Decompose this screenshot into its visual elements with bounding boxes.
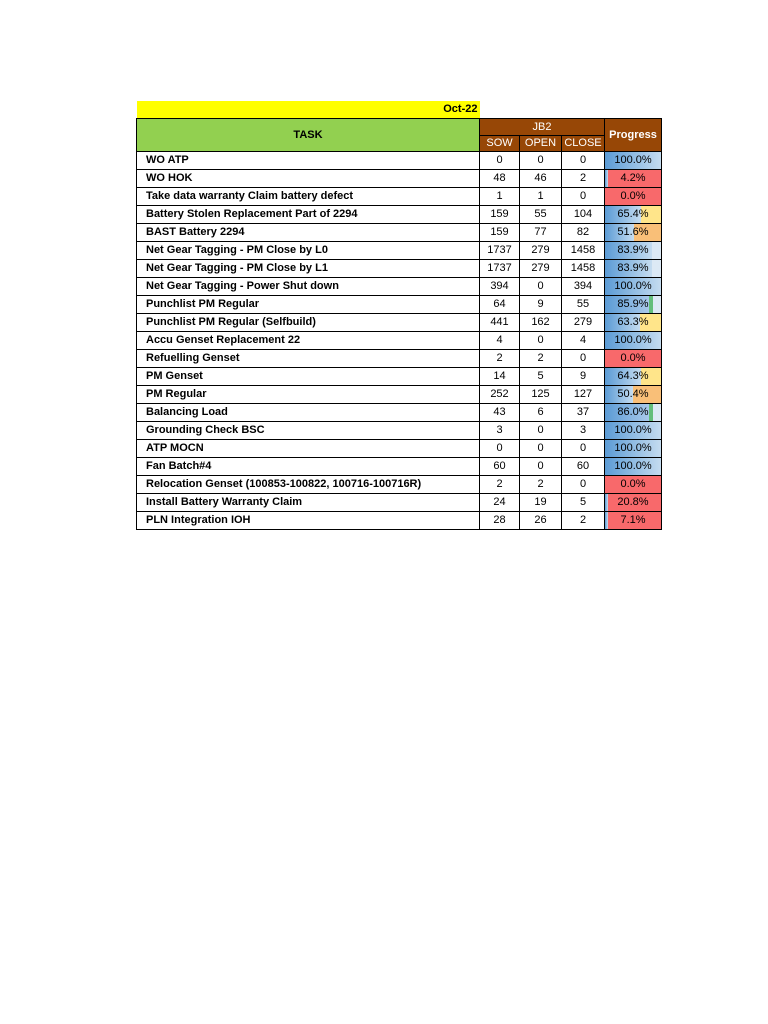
progress-value: 50.4% <box>617 388 649 400</box>
table-row <box>137 422 662 440</box>
close-cell[interactable]: 5 <box>562 494 605 512</box>
close-cell[interactable]: 2 <box>562 170 605 188</box>
table-row <box>137 278 662 296</box>
progress-value: 4.2% <box>620 172 646 184</box>
table-row <box>137 296 662 314</box>
task-name-cell[interactable]: Battery Stolen Replacement Part of 2294 <box>137 206 480 224</box>
close-cell[interactable]: 37 <box>562 404 605 422</box>
task-name-cell[interactable]: PM Genset <box>137 368 480 386</box>
progress-value: 83.9% <box>617 244 649 256</box>
close-cell[interactable]: 0 <box>562 476 605 494</box>
close-cell[interactable]: 3 <box>562 422 605 440</box>
progress-value: 20.8% <box>617 496 649 508</box>
progress-value: 0.0% <box>620 352 646 364</box>
sow-cell[interactable]: 0 <box>480 440 520 458</box>
progress-cell[interactable] <box>605 260 662 278</box>
table-row <box>137 350 662 368</box>
close-cell[interactable]: 1458 <box>562 260 605 278</box>
close-cell[interactable]: 4 <box>562 332 605 350</box>
progress-value: 100.0% <box>614 424 652 436</box>
sow-cell[interactable]: 394 <box>480 278 520 296</box>
progress-column-header[interactable]: Progress <box>605 119 662 152</box>
close-cell[interactable]: 55 <box>562 296 605 314</box>
progress-cell[interactable] <box>605 512 662 530</box>
task-name-cell[interactable]: Refuelling Genset <box>137 350 480 368</box>
progress-cell[interactable] <box>605 296 662 314</box>
task-name-cell[interactable]: Punchlist PM Regular (Selfbuild) <box>137 314 480 332</box>
progress-cell[interactable] <box>605 170 662 188</box>
task-name-cell[interactable]: Install Battery Warranty Claim <box>137 494 480 512</box>
close-cell[interactable]: 0 <box>562 188 605 206</box>
sow-cell[interactable]: 48 <box>480 170 520 188</box>
open-cell[interactable]: 0 <box>520 440 562 458</box>
open-cell[interactable]: 6 <box>520 404 562 422</box>
month-row <box>137 101 662 119</box>
task-name-cell[interactable]: Net Gear Tagging - PM Close by L1 <box>137 260 480 278</box>
progress-cell[interactable] <box>605 224 662 242</box>
progress-cell[interactable] <box>605 368 662 386</box>
group-header-row <box>137 119 662 136</box>
progress-value: 100.0% <box>614 280 652 292</box>
sow-cell[interactable]: 2 <box>480 350 520 368</box>
month-row-blank <box>480 101 662 119</box>
task-name-cell[interactable]: Relocation Genset (100853-100822, 100716-100716R) <box>137 476 480 494</box>
progress-bar <box>605 170 608 187</box>
close-cell[interactable]: 2 <box>562 512 605 530</box>
open-cell[interactable]: 26 <box>520 512 562 530</box>
open-cell[interactable]: 0 <box>520 152 562 170</box>
close-cell[interactable]: 60 <box>562 458 605 476</box>
progress-value: 100.0% <box>614 154 652 166</box>
open-cell[interactable]: 1 <box>520 188 562 206</box>
table-row <box>137 440 662 458</box>
task-name-cell[interactable]: WO HOK <box>137 170 480 188</box>
table-row <box>137 224 662 242</box>
sow-cell[interactable]: 1737 <box>480 260 520 278</box>
open-cell[interactable]: 9 <box>520 296 562 314</box>
progress-value: 100.0% <box>614 442 652 454</box>
progress-cell[interactable] <box>605 152 662 170</box>
progress-bar <box>605 494 608 511</box>
open-cell[interactable]: 19 <box>520 494 562 512</box>
table-row <box>137 314 662 332</box>
sow-cell[interactable]: 2 <box>480 476 520 494</box>
open-column-header[interactable]: OPEN <box>520 136 562 152</box>
sow-cell[interactable]: 24 <box>480 494 520 512</box>
progress-value: 7.1% <box>620 514 646 526</box>
sow-cell[interactable]: 1737 <box>480 242 520 260</box>
open-cell[interactable]: 0 <box>520 458 562 476</box>
close-cell[interactable]: 0 <box>562 152 605 170</box>
open-cell[interactable]: 77 <box>520 224 562 242</box>
table-row <box>137 152 662 170</box>
jb2-group-header[interactable]: JB2 <box>480 119 605 136</box>
table-row <box>137 494 662 512</box>
progress-cell[interactable] <box>605 206 662 224</box>
task-name-cell[interactable]: Balancing Load <box>137 404 480 422</box>
close-column-header[interactable]: CLOSE <box>562 136 605 152</box>
table-row <box>137 332 662 350</box>
open-cell[interactable]: 0 <box>520 332 562 350</box>
task-name-cell[interactable]: PM Regular <box>137 386 480 404</box>
progress-value: 83.9% <box>617 262 649 274</box>
month-label[interactable]: Oct-22 <box>137 101 480 119</box>
task-column-header[interactable]: TASK <box>137 119 480 152</box>
progress-cell[interactable] <box>605 278 662 296</box>
sow-cell[interactable]: 43 <box>480 404 520 422</box>
progress-cell[interactable] <box>605 242 662 260</box>
task-name-cell[interactable]: Grounding Check BSC <box>137 422 480 440</box>
sow-cell[interactable]: 64 <box>480 296 520 314</box>
sow-cell[interactable]: 28 <box>480 512 520 530</box>
task-name-cell[interactable]: ATP MOCN <box>137 440 480 458</box>
task-name-cell[interactable]: Fan Batch#4 <box>137 458 480 476</box>
progress-value: 64.3% <box>617 370 649 382</box>
progress-table <box>136 101 662 530</box>
open-cell[interactable]: 0 <box>520 278 562 296</box>
open-cell[interactable]: 279 <box>520 242 562 260</box>
open-cell[interactable]: 2 <box>520 350 562 368</box>
sow-cell[interactable]: 159 <box>480 206 520 224</box>
progress-cell[interactable] <box>605 386 662 404</box>
table-body <box>137 152 662 530</box>
table-row <box>137 512 662 530</box>
open-cell[interactable]: 0 <box>520 422 562 440</box>
open-cell[interactable]: 5 <box>520 368 562 386</box>
open-cell[interactable]: 125 <box>520 386 562 404</box>
sow-cell[interactable]: 1 <box>480 188 520 206</box>
progress-cell[interactable] <box>605 350 662 368</box>
task-name-cell[interactable]: Punchlist PM Regular <box>137 296 480 314</box>
progress-value: 0.0% <box>620 190 646 202</box>
close-cell[interactable]: 82 <box>562 224 605 242</box>
close-cell[interactable]: 279 <box>562 314 605 332</box>
progress-value: 85.9% <box>617 298 649 310</box>
sow-cell[interactable]: 3 <box>480 422 520 440</box>
table-row <box>137 242 662 260</box>
close-cell[interactable]: 394 <box>562 278 605 296</box>
progress-value: 86.0% <box>617 406 649 418</box>
progress-cell[interactable] <box>605 314 662 332</box>
sow-cell[interactable]: 441 <box>480 314 520 332</box>
table-row <box>137 170 662 188</box>
sow-cell[interactable]: 4 <box>480 332 520 350</box>
sow-cell[interactable]: 252 <box>480 386 520 404</box>
open-cell[interactable]: 162 <box>520 314 562 332</box>
table-row <box>137 206 662 224</box>
task-name-cell[interactable]: PLN Integration IOH <box>137 512 480 530</box>
open-cell[interactable]: 2 <box>520 476 562 494</box>
sow-cell[interactable]: 14 <box>480 368 520 386</box>
table-row <box>137 188 662 206</box>
close-cell[interactable]: 9 <box>562 368 605 386</box>
table-row <box>137 404 662 422</box>
sow-cell[interactable]: 60 <box>480 458 520 476</box>
close-cell[interactable]: 104 <box>562 206 605 224</box>
sow-cell[interactable]: 0 <box>480 152 520 170</box>
table-row <box>137 260 662 278</box>
progress-cell[interactable] <box>605 422 662 440</box>
progress-cell[interactable] <box>605 404 662 422</box>
open-cell[interactable]: 55 <box>520 206 562 224</box>
open-cell[interactable]: 279 <box>520 260 562 278</box>
progress-cell[interactable] <box>605 476 662 494</box>
progress-value: 100.0% <box>614 334 652 346</box>
progress-cell[interactable] <box>605 494 662 512</box>
close-cell[interactable]: 1458 <box>562 242 605 260</box>
progress-cell[interactable] <box>605 332 662 350</box>
task-name-cell[interactable]: Accu Genset Replacement 22 <box>137 332 480 350</box>
task-name-cell[interactable]: Net Gear Tagging - Power Shut down <box>137 278 480 296</box>
task-name-cell[interactable]: BAST Battery 2294 <box>137 224 480 242</box>
task-name-cell[interactable]: Net Gear Tagging - PM Close by L0 <box>137 242 480 260</box>
progress-cell[interactable] <box>605 440 662 458</box>
task-name-cell[interactable]: WO ATP <box>137 152 480 170</box>
sow-cell[interactable]: 159 <box>480 224 520 242</box>
progress-cell[interactable] <box>605 458 662 476</box>
sow-column-header[interactable]: SOW <box>480 136 520 152</box>
task-name-cell[interactable]: Take data warranty Claim battery defect <box>137 188 480 206</box>
close-cell[interactable]: 127 <box>562 386 605 404</box>
progress-bar <box>605 512 608 529</box>
close-cell[interactable]: 0 <box>562 350 605 368</box>
open-cell[interactable]: 46 <box>520 170 562 188</box>
close-cell[interactable]: 0 <box>562 440 605 458</box>
progress-value: 63.3% <box>617 316 649 328</box>
progress-value: 0.0% <box>620 478 646 490</box>
progress-value: 51.6% <box>617 226 649 238</box>
table-row <box>137 476 662 494</box>
progress-value: 65.4% <box>617 208 649 220</box>
table-row <box>137 386 662 404</box>
progress-value: 100.0% <box>614 460 652 472</box>
table-row <box>137 458 662 476</box>
progress-cell[interactable] <box>605 188 662 206</box>
table-row <box>137 368 662 386</box>
